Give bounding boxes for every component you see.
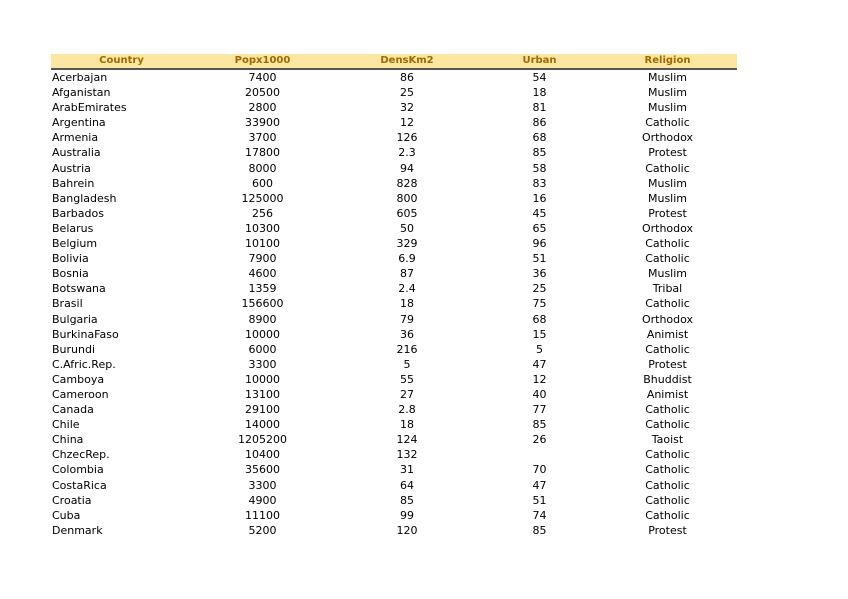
cell-population[interactable]: 13100 <box>245 387 280 401</box>
cell-density[interactable]: 94 <box>400 161 414 175</box>
cell-population[interactable]: 5200 <box>248 523 277 537</box>
table-row <box>51 100 737 115</box>
cell-urban[interactable]: 96 <box>532 237 547 251</box>
cell-population[interactable]: 11100 <box>245 508 280 522</box>
cell-religion[interactable]: Catholic <box>645 403 690 417</box>
cell-density[interactable]: 120 <box>396 523 418 537</box>
cell-urban[interactable]: 15 <box>532 327 547 341</box>
cell-population[interactable]: 1205200 <box>238 433 287 447</box>
cell-density[interactable]: 50 <box>400 221 414 235</box>
column-header-density[interactable]: DensKm2 <box>333 54 481 69</box>
cell-density[interactable]: 605 <box>396 206 418 220</box>
cell-country[interactable]: Brasil <box>52 297 83 311</box>
cell-country[interactable]: Barbados <box>52 206 104 220</box>
cell-population[interactable]: 4600 <box>248 267 277 281</box>
cell-population[interactable]: 7400 <box>248 71 277 84</box>
cell-country[interactable]: Cameroon <box>52 387 109 401</box>
cell-religion[interactable]: Catholic <box>645 478 690 492</box>
cell-density[interactable]: 5 <box>403 357 411 371</box>
cell-urban[interactable]: 12 <box>532 372 547 386</box>
cell-country[interactable]: Cuba <box>52 508 81 522</box>
cell-density[interactable]: 800 <box>396 191 418 205</box>
cell-religion[interactable]: Tribal <box>652 282 683 296</box>
cell-population[interactable]: 6000 <box>248 342 277 356</box>
table-row <box>51 478 737 493</box>
cell-density[interactable]: 329 <box>396 237 418 251</box>
cell-urban[interactable]: 18 <box>532 86 547 100</box>
table-row <box>51 69 737 85</box>
cell-density[interactable]: 126 <box>396 131 418 145</box>
cell-country[interactable]: C.Afric.Rep. <box>52 357 116 371</box>
cell-religion[interactable]: Muslim <box>647 191 688 205</box>
cell-population[interactable]: 1359 <box>248 282 277 296</box>
cell-density[interactable]: 36 <box>400 327 414 341</box>
cell-population[interactable]: 7900 <box>248 252 277 266</box>
cell-country[interactable]: Afganistan <box>52 86 111 100</box>
cell-urban[interactable]: 47 <box>532 357 547 371</box>
cell-urban[interactable]: 47 <box>532 478 547 492</box>
cell-density[interactable]: 2.3 <box>398 146 416 160</box>
cell-country[interactable]: ChzecRep. <box>52 448 110 462</box>
cell-urban[interactable]: 51 <box>532 493 547 507</box>
cell-country[interactable]: Bangladesh <box>52 191 117 205</box>
table-row <box>51 161 737 176</box>
cell-country[interactable]: Denmark <box>52 523 103 537</box>
table-row <box>51 85 737 100</box>
cell-population[interactable]: 2800 <box>248 101 277 115</box>
cell-urban[interactable]: 16 <box>532 191 547 205</box>
cell-urban[interactable]: 74 <box>532 508 547 522</box>
cell-density[interactable]: 124 <box>396 433 418 447</box>
cell-country[interactable]: CostaRica <box>52 478 107 492</box>
cell-religion[interactable]: Taoist <box>651 433 684 447</box>
cell-country[interactable]: Botswana <box>52 282 106 296</box>
table-row <box>51 266 737 281</box>
cell-density[interactable]: 86 <box>400 71 414 84</box>
cell-density[interactable]: 6.9 <box>398 252 416 266</box>
header-row <box>51 54 737 69</box>
cell-religion[interactable]: Protest <box>648 523 687 537</box>
table-row <box>51 387 737 402</box>
cell-population[interactable]: 4900 <box>248 493 277 507</box>
table-row <box>51 251 737 266</box>
table-row <box>51 115 737 130</box>
table-row <box>51 327 737 342</box>
table-row <box>51 312 737 327</box>
cell-population[interactable]: 10300 <box>245 221 280 235</box>
table-row <box>51 176 737 191</box>
cell-country[interactable]: Acerbajan <box>52 71 108 84</box>
cell-density[interactable]: 25 <box>400 86 414 100</box>
cell-religion[interactable]: Protest <box>648 357 687 371</box>
cell-density[interactable]: 87 <box>400 267 414 281</box>
table-row <box>51 130 737 145</box>
cell-density[interactable]: 2.4 <box>398 282 416 296</box>
table-row <box>51 417 737 432</box>
cell-population[interactable]: 8000 <box>248 161 277 175</box>
cell-country[interactable]: Bolivia <box>52 252 89 266</box>
cell-population[interactable]: 156600 <box>241 297 284 311</box>
cell-urban[interactable]: 68 <box>532 131 547 145</box>
cell-density[interactable]: 132 <box>396 448 418 462</box>
cell-religion[interactable]: Catholic <box>645 297 690 311</box>
table-row <box>51 296 737 311</box>
cell-density[interactable]: 85 <box>400 493 414 507</box>
table-row <box>51 342 737 357</box>
cell-country[interactable]: BurkinaFaso <box>52 327 119 341</box>
cell-density[interactable]: 828 <box>396 176 418 190</box>
cell-religion[interactable]: Catholic <box>645 493 690 507</box>
cell-urban[interactable]: 75 <box>532 297 547 311</box>
cell-religion[interactable]: Catholic <box>645 237 690 251</box>
table-row <box>51 493 737 508</box>
cell-population[interactable]: 8900 <box>248 312 277 326</box>
cell-religion[interactable]: Catholic <box>645 252 690 266</box>
table-body <box>51 69 737 538</box>
cell-religion[interactable]: Catholic <box>645 448 690 462</box>
cell-religion[interactable]: Muslim <box>647 176 688 190</box>
cell-urban[interactable]: 54 <box>532 71 547 84</box>
cell-religion[interactable]: Animist <box>646 327 689 341</box>
table-row <box>51 508 737 523</box>
cell-urban[interactable]: 40 <box>532 387 547 401</box>
cell-country[interactable]: Argentina <box>52 116 106 130</box>
cell-population[interactable]: 600 <box>252 176 273 190</box>
cell-density[interactable]: 27 <box>400 387 414 401</box>
table-row <box>51 206 737 221</box>
cell-urban[interactable]: 83 <box>532 176 547 190</box>
table-row <box>51 447 737 462</box>
cell-population[interactable]: 10100 <box>245 237 280 251</box>
table-row <box>51 221 737 236</box>
cell-urban[interactable]: 85 <box>532 146 547 160</box>
cell-country[interactable]: Bulgaria <box>52 312 98 326</box>
cell-population[interactable]: 10400 <box>245 448 280 462</box>
spreadsheet-table-container <box>51 54 737 538</box>
cell-religion[interactable]: Muslim <box>647 71 688 84</box>
table-row <box>51 523 737 538</box>
cell-urban[interactable]: 36 <box>532 267 547 281</box>
table-row <box>51 145 737 160</box>
cell-population[interactable]: 10000 <box>245 372 280 386</box>
cell-religion[interactable]: Orthodox <box>641 312 694 326</box>
cell-population[interactable]: 20500 <box>245 86 280 100</box>
cell-population[interactable]: 256 <box>252 206 273 220</box>
cell-population[interactable]: 33900 <box>245 116 280 130</box>
cell-urban[interactable]: 70 <box>532 463 547 477</box>
cell-urban[interactable] <box>481 447 598 462</box>
cell-religion[interactable]: Orthodox <box>641 221 694 235</box>
cell-density[interactable]: 79 <box>400 312 414 326</box>
cell-urban[interactable]: 85 <box>532 418 547 432</box>
cell-country[interactable]: Armenia <box>52 131 99 145</box>
cell-religion[interactable]: Catholic <box>645 463 690 477</box>
cell-urban[interactable]: 65 <box>532 221 547 235</box>
cell-religion[interactable]: Animist <box>646 387 689 401</box>
cell-density[interactable]: 12 <box>400 116 414 130</box>
cell-religion[interactable]: Catholic <box>645 508 690 522</box>
cell-density[interactable]: 18 <box>400 297 414 311</box>
cell-population[interactable]: 29100 <box>245 403 280 417</box>
cell-density[interactable]: 99 <box>400 508 414 522</box>
cell-urban[interactable]: 51 <box>532 252 547 266</box>
cell-density[interactable]: 18 <box>400 418 414 432</box>
cell-religion[interactable]: Catholic <box>645 161 690 175</box>
column-header-urban[interactable]: Urban <box>481 54 598 69</box>
cell-population[interactable]: 3300 <box>248 357 277 371</box>
cell-urban[interactable]: 86 <box>532 116 547 130</box>
table-row <box>51 462 737 477</box>
cell-country[interactable]: Bahrein <box>52 176 95 190</box>
cell-population[interactable]: 3700 <box>248 131 277 145</box>
cell-population[interactable]: 3300 <box>248 478 277 492</box>
table-row <box>51 191 737 206</box>
cell-population[interactable]: 10000 <box>245 327 280 341</box>
table-row <box>51 281 737 296</box>
cell-urban[interactable]: 25 <box>532 282 547 296</box>
cell-religion[interactable]: Muslim <box>647 101 688 115</box>
cell-religion[interactable]: Protest <box>648 146 687 160</box>
cell-country[interactable]: Burundi <box>52 342 96 356</box>
table-row <box>51 357 737 372</box>
cell-country[interactable]: Belgium <box>52 237 98 251</box>
cell-religion[interactable]: Catholic <box>645 342 690 356</box>
cell-religion[interactable]: Orthodox <box>641 131 694 145</box>
cell-religion[interactable]: Muslim <box>647 86 688 100</box>
cell-urban[interactable]: 77 <box>532 403 547 417</box>
cell-population[interactable]: 14000 <box>245 418 280 432</box>
cell-urban[interactable]: 26 <box>532 433 547 447</box>
cell-religion[interactable]: Bhuddist <box>643 372 692 386</box>
table-row <box>51 432 737 447</box>
cell-religion[interactable]: Catholic <box>645 116 690 130</box>
cell-urban[interactable]: 85 <box>532 523 547 537</box>
cell-country[interactable]: Chile <box>52 418 80 432</box>
cell-country[interactable]: Croatia <box>52 493 92 507</box>
cell-country[interactable]: China <box>52 433 84 447</box>
cell-density[interactable]: 55 <box>400 372 414 386</box>
cell-urban[interactable]: 68 <box>532 312 547 326</box>
cell-population[interactable]: 17800 <box>245 146 280 160</box>
cell-country[interactable]: Bosnia <box>52 267 89 281</box>
cell-urban[interactable]: 81 <box>532 101 547 115</box>
column-header-religion[interactable]: Religion <box>598 54 737 69</box>
cell-country[interactable]: Colombia <box>52 463 104 477</box>
cell-country[interactable]: Canada <box>52 403 94 417</box>
table-row <box>51 402 737 417</box>
country-data-table <box>51 54 737 538</box>
cell-religion[interactable]: Catholic <box>645 418 690 432</box>
cell-country[interactable]: Camboya <box>52 372 105 386</box>
cell-country[interactable]: Australia <box>52 146 101 160</box>
cell-population[interactable]: 125000 <box>241 191 284 205</box>
cell-density[interactable]: 31 <box>400 463 414 477</box>
cell-urban[interactable]: 58 <box>532 161 547 175</box>
column-header-country[interactable]: Country <box>51 54 192 69</box>
cell-religion[interactable]: Protest <box>648 206 687 220</box>
cell-density[interactable]: 32 <box>400 101 414 115</box>
cell-country[interactable]: Austria <box>52 161 91 175</box>
cell-religion[interactable]: Muslim <box>647 267 688 281</box>
cell-urban[interactable]: 45 <box>532 206 547 220</box>
cell-country[interactable]: Belarus <box>52 221 94 235</box>
table-row <box>51 372 737 387</box>
cell-country[interactable]: ArabEmirates <box>52 101 127 115</box>
column-header-population[interactable]: Popx1000 <box>192 54 333 69</box>
cell-urban[interactable]: 5 <box>536 342 543 356</box>
table-row <box>51 236 737 251</box>
cell-population[interactable]: 35600 <box>245 463 280 477</box>
cell-density[interactable]: 2.8 <box>398 403 416 417</box>
cell-density[interactable]: 216 <box>396 342 418 356</box>
cell-density[interactable]: 64 <box>400 478 414 492</box>
